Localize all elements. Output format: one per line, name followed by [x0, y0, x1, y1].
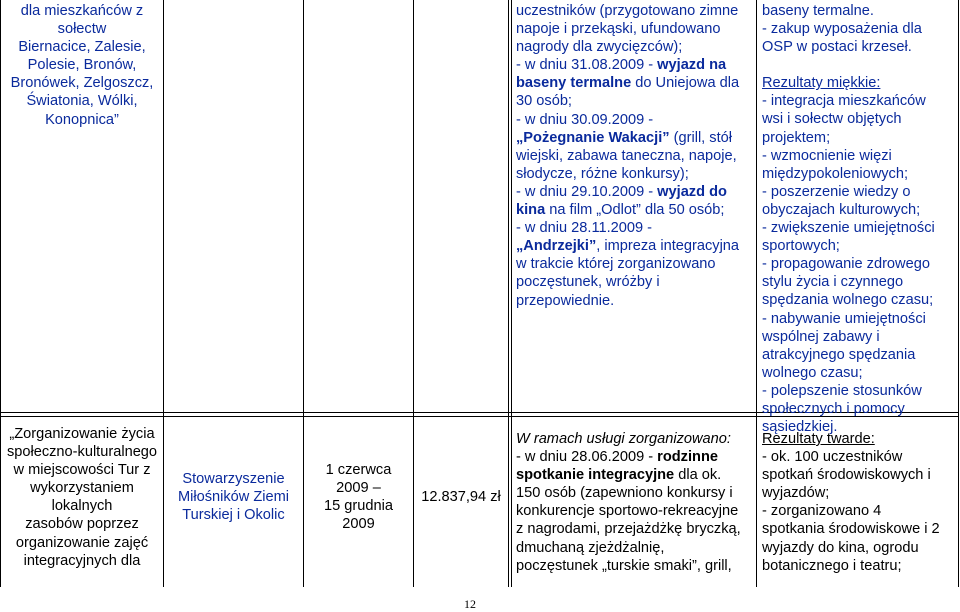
text-line: 1 czerwca	[325, 462, 392, 478]
text-line: spotkań środowiskowych i	[762, 467, 931, 484]
text-line: dmuchaną zjeżdżalnię,	[516, 539, 665, 556]
text-line: - w dniu 31.08.2009 - wyjazd na	[516, 57, 727, 74]
results-heading-soft: Rezultaty miękkie:	[762, 75, 881, 92]
text-line: sołectw	[57, 21, 107, 38]
text-line: Bronówek, Zelgoszcz,	[10, 75, 154, 92]
text-line: baseny termalne do Uniejowa dla	[516, 75, 740, 92]
text-line: 2009 –	[336, 480, 381, 497]
results-heading-hard: Rezultaty twarde:	[762, 431, 875, 447]
text-line: W ramach usługi zorganizowano:	[516, 431, 731, 447]
top-results	[762, 2, 958, 436]
text-line: wiejski, zabawa taneczna, napoje,	[516, 147, 737, 164]
text-line: - zakup wyposażenia dla	[762, 21, 922, 38]
text-line: - wzmocnienie więzi	[762, 147, 892, 164]
text-line: wspólnej zabawy i	[762, 328, 880, 345]
text-line: Miłośników Ziemi	[177, 489, 290, 506]
text-line: spotkanie integracyjne dla ok.	[516, 467, 722, 484]
text-line: 2009	[342, 516, 375, 533]
text-line: przepowiednie.	[516, 292, 615, 309]
text-line: w trakcie której zorganizowano	[516, 256, 716, 273]
text-line: stylu życia i czynnego	[762, 274, 904, 291]
rule-v-col6	[756, 0, 757, 587]
text-line: dla mieszkańców z	[20, 3, 144, 19]
text-line: Stowarzyszenie	[182, 471, 285, 487]
text-line: wyjazdy do kina, ogrodu	[762, 539, 919, 556]
text-line: - w dniu 29.10.2009 - wyjazd do	[516, 183, 727, 200]
text-line: - propagowanie zdrowego	[762, 256, 930, 273]
text-line: „Zorganizowanie życia	[9, 426, 155, 442]
text-line: obyczajach kulturowych;	[762, 201, 921, 218]
bottom-period	[304, 461, 413, 533]
top-activities	[516, 2, 754, 310]
text-line: 30 osób;	[516, 93, 572, 110]
text-line: konkurencje sportowo-rekreacyjne	[516, 503, 739, 520]
rule-v-left	[0, 0, 1, 587]
text-line: wyjazdów;	[762, 485, 830, 502]
text-line: Polesie, Bronów,	[27, 57, 137, 74]
text-line: Konopnica”	[45, 111, 119, 128]
rule-v-col5	[511, 0, 512, 587]
text-line: napoje i przekąski, ufundowano	[516, 21, 721, 38]
top-task-description	[6, 2, 158, 129]
text-line: spędzania wolnego czasu;	[762, 292, 934, 309]
text-line: międzypokoleniowych;	[762, 165, 909, 182]
text-line: zasobów poprzez	[25, 516, 139, 533]
text-line: OSP w postaci krzeseł.	[762, 39, 912, 56]
text-line: - ok. 100 uczestników	[762, 449, 903, 466]
text-line: poczęstunek, wróżby i	[516, 274, 660, 291]
text-line: wykorzystaniem	[30, 480, 134, 497]
rule-v-col4	[508, 0, 509, 587]
text-line: - w dniu 30.09.2009 -	[516, 111, 654, 128]
text-line: Turskiej i Okolic	[182, 507, 285, 524]
text-line: „Pożegnanie Wakacji” (grill, stół	[516, 129, 732, 146]
text-line: społecznych i pomocy	[762, 400, 905, 417]
text-line: kina na film „Odlot” dla 50 osób;	[516, 202, 725, 219]
text-line: - nabywanie umiejętności	[762, 310, 926, 327]
text-line: nagrody dla zwycięzców);	[516, 39, 683, 56]
text-line: - integracja mieszkańców	[762, 93, 926, 110]
rule-v-right	[958, 0, 959, 587]
bottom-organization	[164, 470, 303, 524]
text-line: integracyjnych dla	[23, 552, 141, 569]
text-line: - poszerzenie wiedzy o	[762, 183, 911, 200]
text-line: „Andrzejki”, impreza integracyjna	[516, 238, 740, 255]
text-line: wsi i sołectw objętych	[762, 111, 902, 128]
bottom-task-title	[4, 425, 160, 570]
text-line: uczestników (przygotowano zimne	[516, 3, 739, 19]
text-line: poczęstunek „turskie smaki”, grill,	[516, 557, 732, 574]
text-line: sąsiedzkiej.	[762, 419, 838, 436]
text-line: - w dniu 28.06.2009 - rodzinne	[516, 449, 718, 466]
text-line: - polepszenie stosunków	[762, 382, 922, 399]
text-line: słodycze, różne konkursy);	[516, 165, 689, 182]
text-line: - zwiększenie umiejętności	[762, 220, 935, 237]
text-line: - w dniu 28.11.2009 -	[516, 220, 653, 237]
text-line: sportowych;	[762, 238, 840, 255]
text-line: spotkania środowiskowe i 2	[762, 521, 940, 538]
text-line: wolnego czasu;	[762, 364, 863, 381]
text-line: baseny termalne.	[762, 3, 874, 19]
text-line: społeczno-kulturalnego	[6, 444, 158, 461]
spacer	[762, 56, 958, 74]
text-line: organizowanie zajęć	[15, 534, 149, 551]
text-line: atrakcyjnego spędzania	[762, 346, 916, 363]
text-line: 150 osób (zapewniono konkursy i	[516, 485, 733, 502]
text-line: projektem;	[762, 129, 831, 146]
text-line: lokalnych	[51, 498, 113, 515]
text-line: Światonia, Wólki,	[26, 93, 138, 110]
text-line: Biernacice, Zalesie,	[18, 39, 146, 56]
text-line: 15 grudnia	[324, 498, 393, 515]
text-line: z nagrodami, przejażdżkę bryczką,	[516, 521, 741, 538]
bottom-activities	[516, 430, 754, 575]
text-line: botanicznego i teatru;	[762, 557, 902, 574]
text-line: w miejscowości Tur z	[13, 462, 151, 479]
bottom-amount: 12.837,94 zł	[421, 489, 501, 505]
bottom-results	[762, 430, 958, 575]
page-number: 12	[464, 597, 476, 611]
text-line: - zorganizowano 4	[762, 503, 882, 520]
